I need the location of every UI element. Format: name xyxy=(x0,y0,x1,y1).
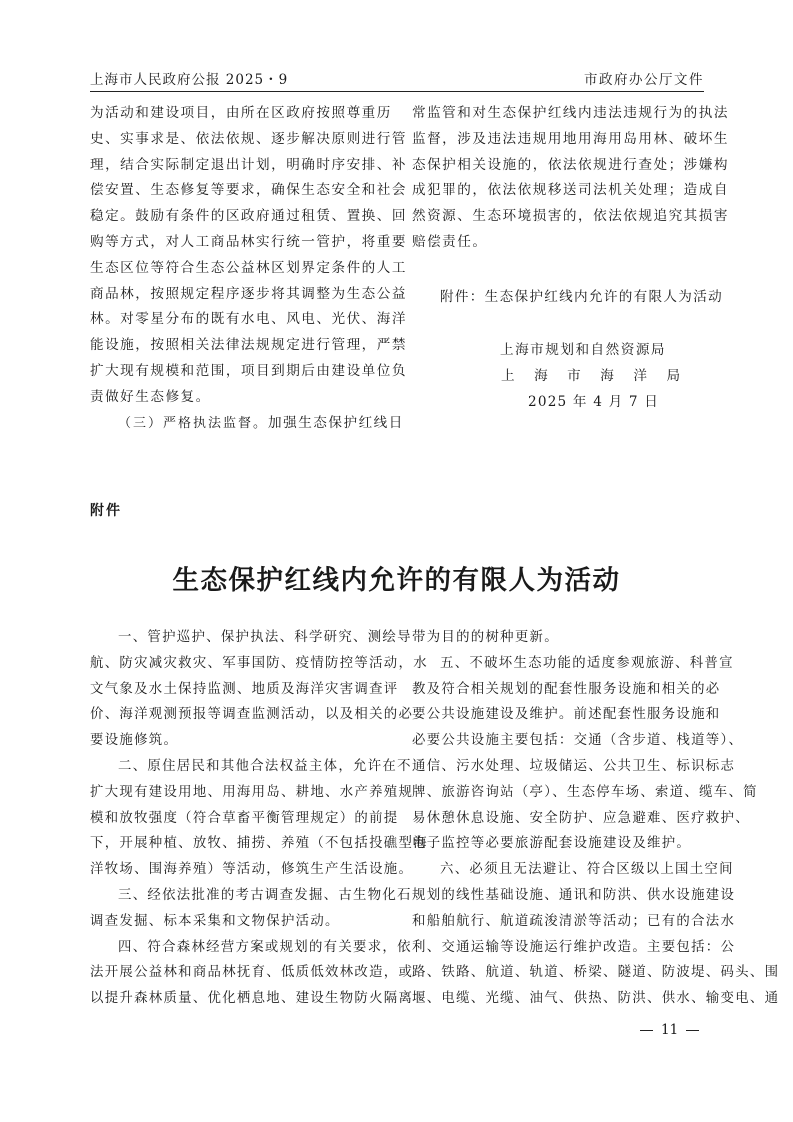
text-line: 价、海洋观测预报等调查监测活动，以及相关的必 xyxy=(90,707,414,723)
subheading-text: 加强生态保护红线日 xyxy=(268,414,404,431)
text-line: 五、不破坏生态功能的适度参观旅游、科普宣 xyxy=(440,655,734,671)
text-line: 牌、旅游咨询站（亭）、生态停车场、索道、缆车、简 xyxy=(412,784,758,800)
text-line: 堰、电缆、光缆、油气、供热、防洪、供水、输变电、通 xyxy=(412,991,780,1007)
text-line: 成犯罪的，依法依规移送司法机关处理；造成自 xyxy=(412,182,729,199)
text-line: 文气象及水土保持监测、地质及海洋灾害调查评 xyxy=(90,681,399,697)
text-line: 规划的线性基础设施、通讯和防洪、供水设施建设 xyxy=(412,887,736,903)
text-line: 电子监控等必要旅游配套设施建设及维护。 xyxy=(412,836,692,852)
text-line: 易休憩休息设施、安全防护、应急避难、医疗救护、 xyxy=(412,810,750,826)
top-right-column xyxy=(412,101,729,256)
text-line: 偿安置、生态修复等要求，确保生态安全和社会 xyxy=(90,182,407,199)
text-line: 生态区位等符合生态公益林区划界定条件的人工 xyxy=(90,259,407,276)
text-line: 林。对零星分布的既有水电、风电、光伏、海洋 xyxy=(90,311,407,328)
dash-left xyxy=(640,1030,653,1031)
text-line: 赔偿责任。 xyxy=(412,233,488,250)
text-line: 责做好生态修复。 xyxy=(90,388,211,405)
page-number xyxy=(632,1022,707,1038)
text-line: 路、铁路、航道、轨道、桥梁、隧道、防波堤、码头、围 xyxy=(412,965,780,981)
text-line: 监督，涉及违法违规用地用海用岛用林、破坏生 xyxy=(412,130,729,147)
text-line: 教及符合相关规划的配套性服务设施和相关的必 xyxy=(412,681,721,697)
text-line: 法开展公益林和商品林抚育、低质低效林改造，或 xyxy=(90,965,414,981)
text-line: 二、原住居民和其他合法权益主体，允许在不 xyxy=(118,758,412,774)
appendix-title: 生态保护红线内允许的有限人为活动 xyxy=(172,565,621,596)
bottom-left-column xyxy=(90,625,428,1012)
text-line: 模和放牧强度（符合草畜平衡管理规定）的前提 xyxy=(90,810,399,826)
appendix-label: 附件 xyxy=(90,503,122,519)
text-line: 扩大现有规模和范围，项目到期后由建设单位负 xyxy=(90,362,407,379)
text-line: 史、实事求是、依法依规、逐步解决原则进行管 xyxy=(90,130,407,147)
signatory-ocean-bureau: 上海市海洋局 xyxy=(501,367,700,384)
text-line: 调查发掘、标本采集和文物保护活动。 xyxy=(90,913,340,929)
text-line: 利、交通运输等设施运行维护改造。主要包括：公 xyxy=(412,939,736,955)
text-line: 能设施，按照相关法律法规规定进行管理，严禁 xyxy=(90,337,407,354)
text-line: 要设施修筑。 xyxy=(90,733,179,749)
page-number-value: 11 xyxy=(661,1022,679,1038)
top-left-column xyxy=(90,101,407,436)
subheading-line xyxy=(90,411,404,437)
text-line: 一、管护巡护、保护执法、科学研究、测绘导 xyxy=(118,630,412,645)
header-rule xyxy=(90,91,704,92)
text-line: 洋牧场、围海养殖）等活动，修筑生产生活设施。 xyxy=(90,862,414,878)
text-line: 和船舶航行、航道疏浚清淤等活动；已有的合法水 xyxy=(412,913,736,929)
text-line: 商品林，按照规定程序逐步将其调整为生态公益 xyxy=(90,285,407,302)
text-line: 扩大现有建设用地、用海用岛、耕地、水产养殖规 xyxy=(90,784,414,800)
text-line: 要公共设施建设及维护。前述配套性服务设施和 xyxy=(412,707,721,723)
text-line: 理，结合实际制定退出计划，明确时序安排、补 xyxy=(90,156,407,173)
text-line: 购等方式，对人工商品林实行统一管护，将重要 xyxy=(90,233,407,250)
subheading-label: （三）严格执法监督。 xyxy=(118,415,269,431)
text-line: 下，开展种植、放牧、捕捞、养殖（不包括投礁型海 xyxy=(90,836,428,852)
text-line: 通信、污水处理、垃圾储运、公共卫生、标识标志 xyxy=(412,758,736,774)
text-line: 态保护相关设施的，依法依规进行查处；涉嫌构 xyxy=(412,156,729,173)
text-line: 然资源、生态环境损害的，依法依规追究其损害 xyxy=(412,208,729,225)
text-line: 必要公共设施主要包括：交通（含步道、栈道等）、 xyxy=(412,733,744,749)
text-line: 常监管和对生态保护红线内违法违规行为的执法 xyxy=(412,105,729,121)
text-line: 稳定。鼓励有条件的区政府通过租赁、置换、回 xyxy=(90,208,407,225)
publication-title: 上海市人民政府公报 2025・9 xyxy=(90,72,289,88)
signature-block xyxy=(500,338,700,415)
text-line: 六、必须且无法避让、符合区级以上国土空间 xyxy=(440,862,734,878)
text-line: 航、防灾减灾救灾、军事国防、疫情防控等活动，水 xyxy=(90,655,428,671)
text-line: 带为目的的树种更新。 xyxy=(412,630,559,645)
dash-right xyxy=(686,1030,699,1031)
signing-date: 2025 年 4 月 7 日 xyxy=(528,393,660,410)
text-line: 为活动和建设项目，由所在区政府按照尊重历 xyxy=(90,105,392,121)
running-header xyxy=(90,64,704,90)
bottom-right-column xyxy=(412,625,780,1012)
text-line: 四、符合森林经营方案或规划的有关要求，依 xyxy=(118,939,412,955)
section-title: 市政府办公厅文件 xyxy=(584,72,704,88)
attachment-note: 附件：生态保护红线内允许的有限人为活动 xyxy=(440,289,723,305)
text-line: 三、经依法批准的考古调查发掘、古生物化石 xyxy=(118,887,412,903)
signatory-planning-bureau: 上海市规划和自然资源局 xyxy=(500,342,667,358)
text-line: 以提升森林质量、优化栖息地、建设生物防火隔离 xyxy=(90,991,414,1007)
